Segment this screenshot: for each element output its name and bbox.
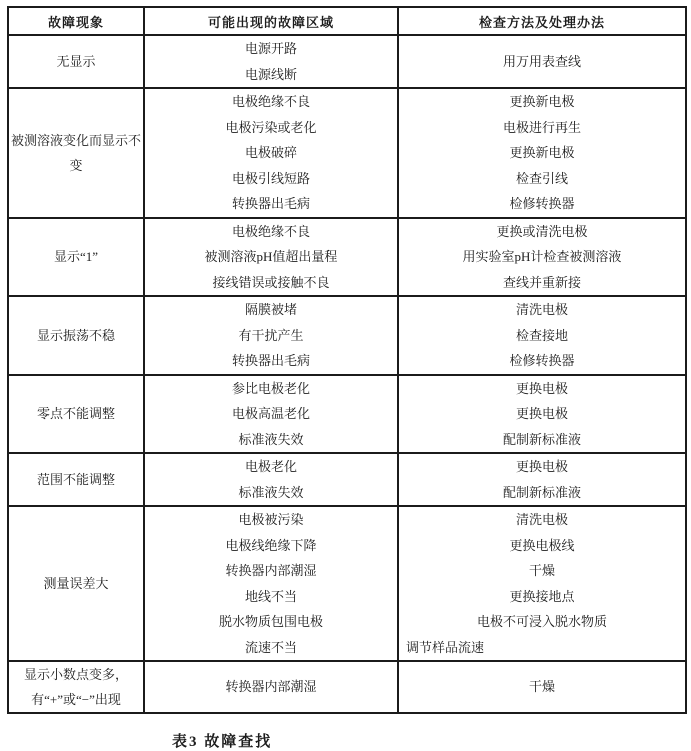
cause-item: 转换器出毛病 [231, 353, 310, 368]
table-row [8, 453, 686, 506]
remedy-item: 配制新标准液 [502, 484, 581, 500]
cause-item: 标准液失效 [238, 431, 304, 447]
phenomenon-cell: 零点不能调整 [8, 375, 144, 454]
remedy-item: 电极不可浸入脱水物质 [476, 614, 607, 629]
remedies-cell [398, 375, 686, 454]
cause-item: 电极被污染 [238, 512, 304, 527]
remedy-item: 清洗电极 [515, 512, 568, 527]
cause-item: 电极引线短路 [231, 170, 310, 186]
causes-cell [144, 453, 398, 506]
remedies-cell [398, 88, 686, 218]
remedy-item: 清洗电极 [515, 302, 568, 317]
remedy-item: 配制新标准液 [502, 431, 581, 447]
table-row [8, 661, 686, 713]
remedy-item: 检修转换器 [509, 196, 575, 211]
cause-item: 被测溶液pH值超出量程 [204, 249, 338, 264]
fault-troubleshooting-table [7, 6, 687, 714]
table-header-row [8, 7, 686, 35]
remedy-item: 电极进行再生 [502, 119, 581, 135]
cause-item: 转换器出毛病 [231, 196, 310, 211]
remedy-item: 更换接地点 [509, 588, 575, 604]
phenomenon-cell: 范围不能调整 [8, 453, 144, 506]
cause-item: 接线错误或接触不良 [212, 274, 330, 290]
table-row [8, 218, 686, 297]
causes-cell [144, 218, 398, 297]
cause-item: 脱水物质包围电极 [218, 614, 323, 629]
causes-cell [144, 661, 398, 713]
remedy-item: 干燥 [528, 563, 555, 578]
phenomenon-cell: 显示小数点变多，有“+”或“−”出现 [8, 661, 144, 713]
remedy-item: 更换新电极 [509, 145, 575, 160]
remedy-item: 更换新电极 [509, 94, 575, 109]
cause-item: 电源开路 [244, 41, 297, 56]
table-row [8, 88, 686, 218]
remedy-item: 更换电极 [515, 380, 568, 396]
remedy-item: 用实验室pH计检查被测溶液 [462, 249, 622, 264]
cause-item: 电极绝缘不良 [231, 223, 310, 239]
remedy-item: 检查接地 [515, 327, 568, 343]
remedy-item: 更换电极 [515, 406, 568, 421]
causes-cell [144, 35, 398, 88]
table-row [8, 375, 686, 454]
causes-cell [144, 506, 398, 661]
table-row [8, 35, 686, 88]
cause-item: 电极绝缘不良 [231, 94, 310, 109]
causes-cell [144, 88, 398, 218]
table-row [8, 506, 686, 661]
remedies-cell [398, 661, 686, 713]
phenomenon-cell: 无显示 [8, 35, 144, 88]
cause-item: 转换器内部潮湿 [225, 679, 317, 695]
remedy-item: 更换或清洗电极 [496, 223, 588, 239]
remedies-cell [398, 453, 686, 506]
remedy-item: 更换电极 [515, 459, 568, 474]
column-header-2: 检查方法及处理办法 [398, 7, 686, 35]
cause-item: 电极破碎 [244, 145, 297, 160]
cause-item: 参比电极老化 [231, 380, 310, 396]
cause-item: 有干扰产生 [238, 327, 304, 343]
cause-item: 标准液失效 [238, 484, 304, 500]
column-header-1: 可能出现的故障区域 [144, 7, 398, 35]
remedies-cell [398, 506, 686, 661]
table-caption: 表3 故障查找 [172, 734, 273, 750]
cause-item: 电极线绝缘下降 [225, 537, 317, 553]
remedies-cell [398, 218, 686, 297]
remedy-item: 检查引线 [515, 170, 568, 186]
remedy-item: 更换电极线 [509, 537, 575, 553]
cause-item: 隔膜被堵 [244, 302, 297, 317]
remedy-item: 干燥 [528, 679, 555, 695]
remedy-item: 查线并重新接 [502, 274, 581, 290]
column-header-0: 故障现象 [8, 7, 144, 35]
cause-item: 转换器内部潮湿 [225, 563, 317, 578]
table-row [8, 296, 686, 375]
remedies-cell [398, 296, 686, 375]
cause-item: 电极老化 [244, 459, 297, 474]
phenomenon-cell: 测量误差大 [8, 506, 144, 661]
phenomenon-cell: 被测溶液变化而显示不变 [8, 88, 144, 218]
cause-item: 电极污染或老化 [225, 119, 317, 135]
cause-item: 地线不当 [244, 588, 297, 604]
cause-item: 电源线断 [244, 66, 297, 82]
cause-item: 电极高温老化 [231, 406, 310, 421]
causes-cell [144, 375, 398, 454]
remedy-item: 检修转换器 [509, 353, 575, 368]
remedy-item: 调节样品流速 [406, 639, 485, 655]
phenomenon-cell: 显示振荡不稳 [8, 296, 144, 375]
cause-item: 流速不当 [244, 639, 297, 655]
remedies-cell [398, 35, 686, 88]
phenomenon-cell: 显示“1” [8, 218, 144, 297]
causes-cell [144, 296, 398, 375]
remedy-item: 用万用表查线 [502, 53, 581, 69]
